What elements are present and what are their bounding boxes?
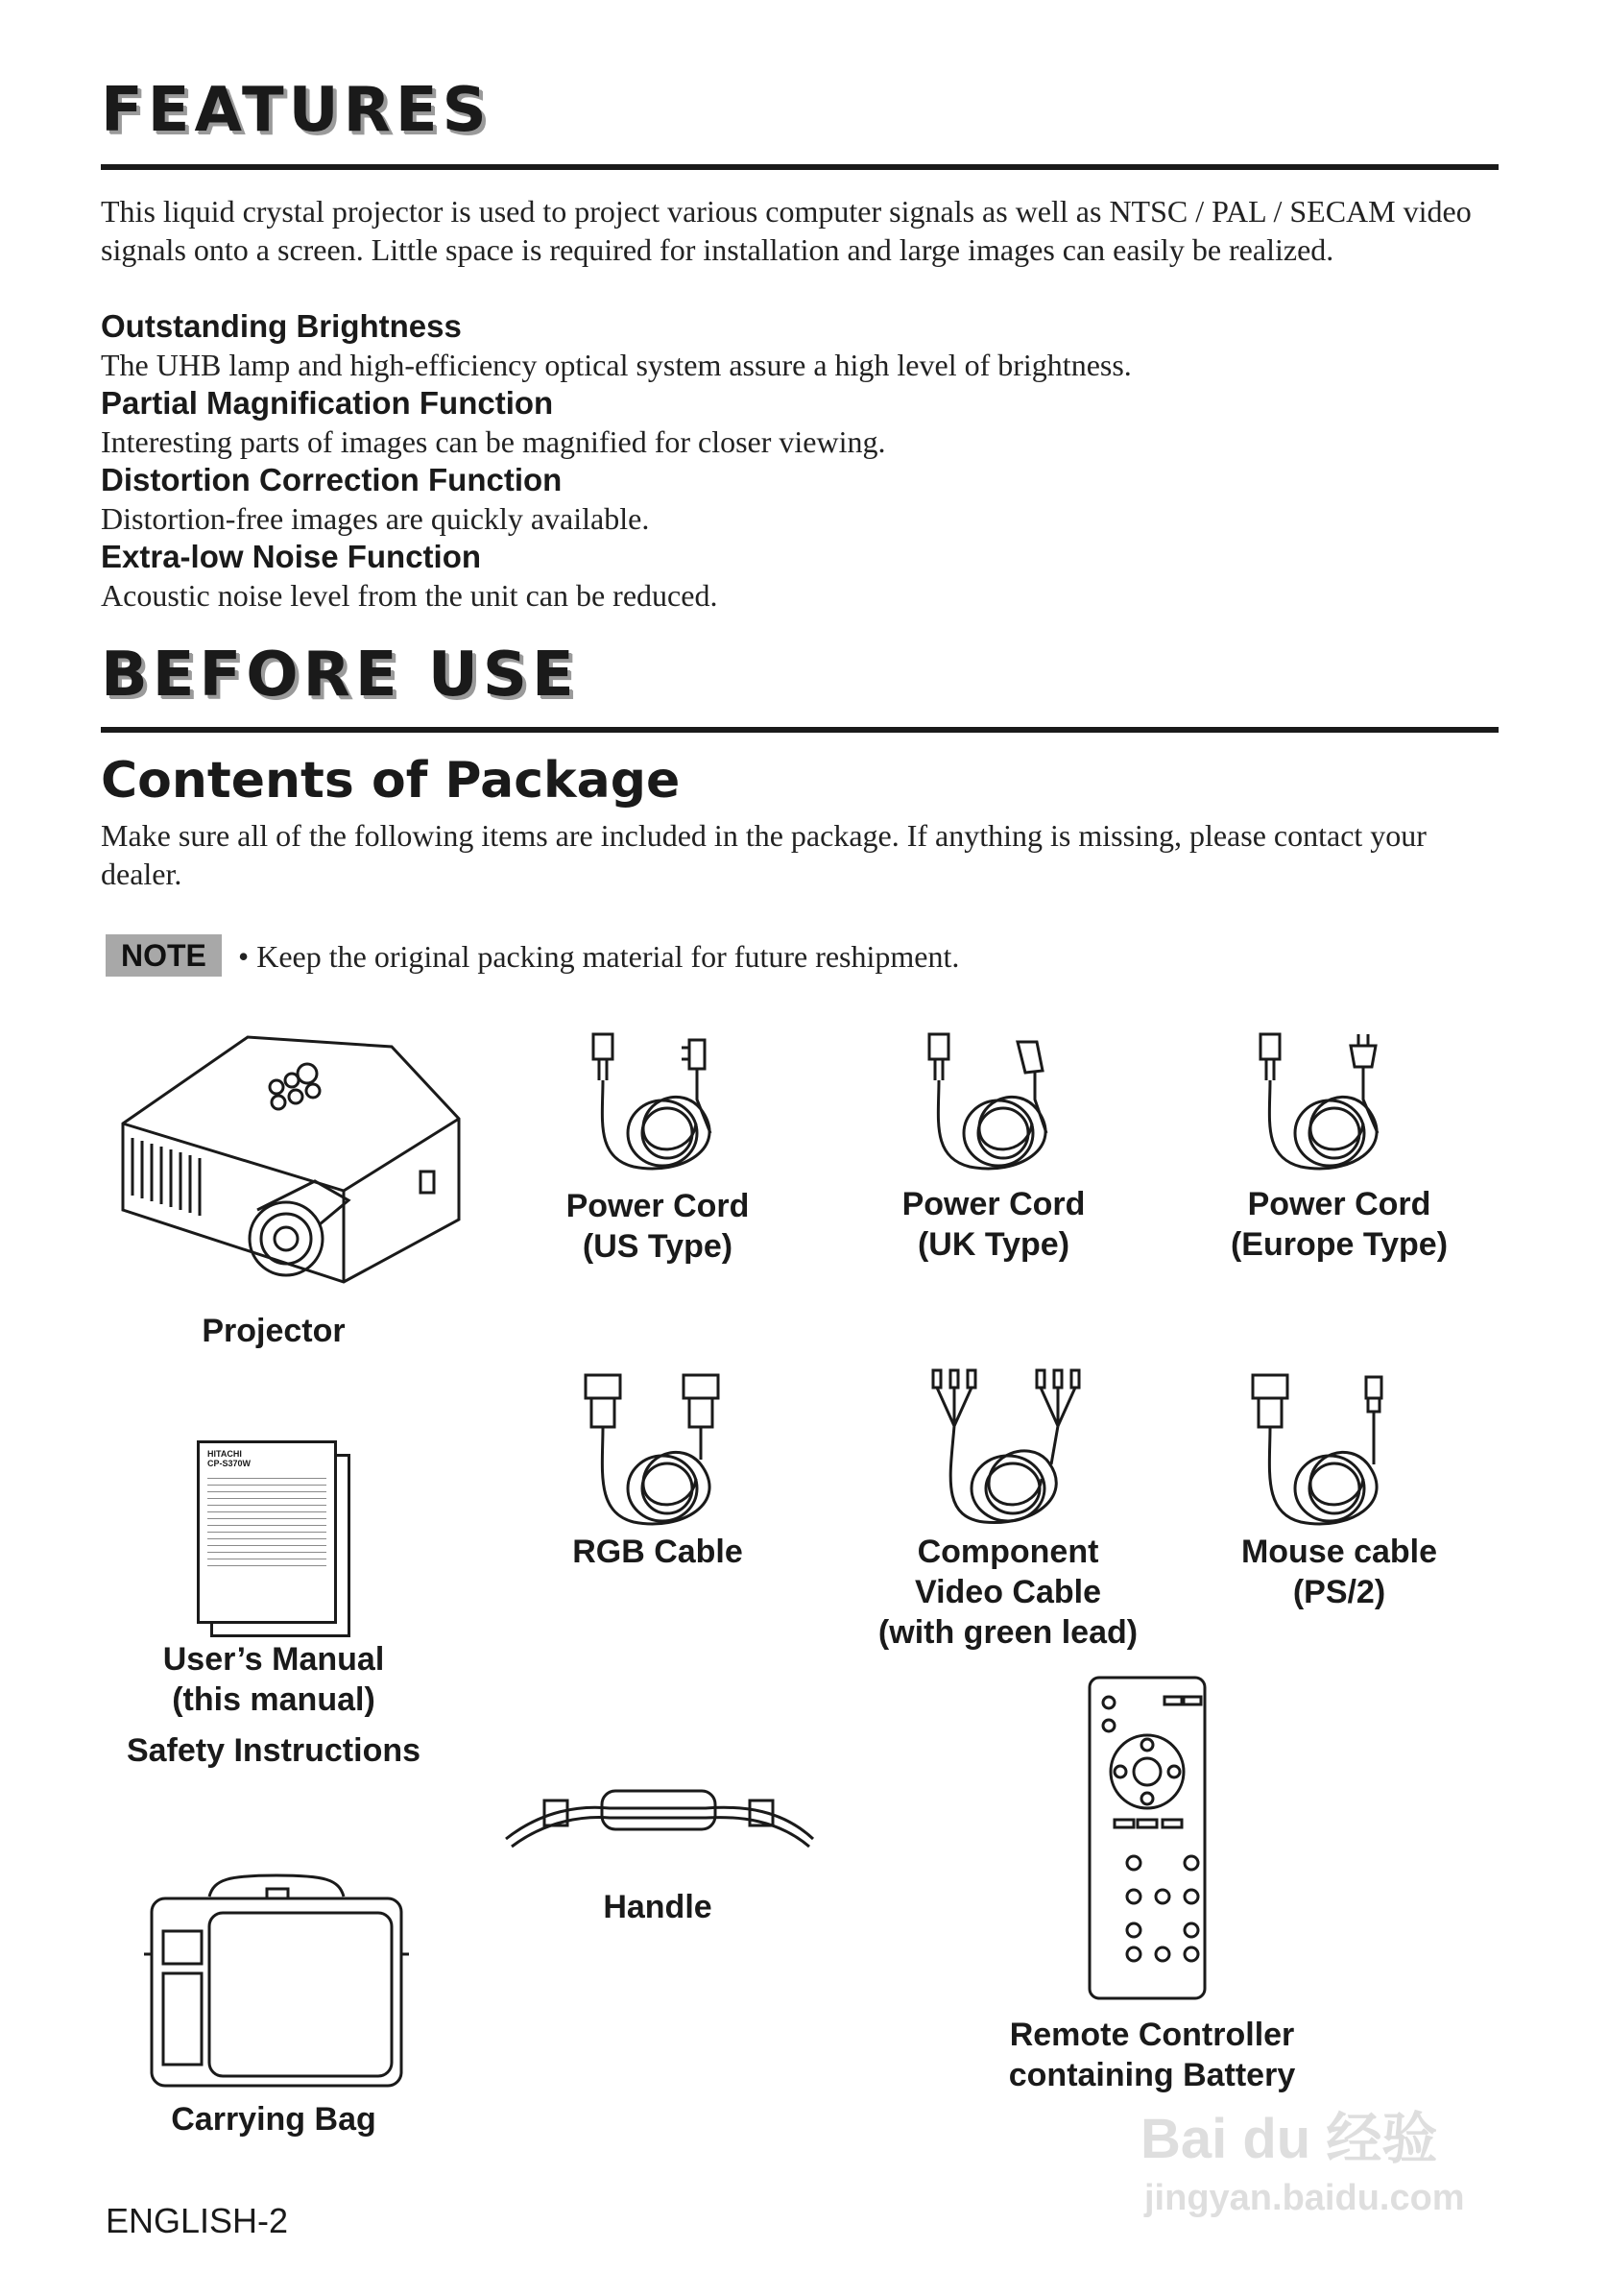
features-intro: This liquid crystal projector is used to project various computer signals as well as NTSC / PAL / SECAM video signals onto a screen. Little space is required for installation and large images can easily be realized. [101,194,1472,267]
component-video-cable-caption [845,1532,1171,1653]
feature-text: Interesting parts of images can be magnified for closer viewing. [101,424,886,459]
feature-text: Acoustic noise level from the unit can be reduced. [101,578,718,613]
caption-line: User’s Manual [162,1641,385,1678]
caption-line: containing Battery [1008,2057,1296,2093]
features-rule [101,164,1499,170]
projector-illustration [113,1027,468,1287]
power-cord-europe-caption [1195,1184,1483,1265]
caption-line: (UK Type) [917,1226,1070,1263]
carrying-bag-illustration [142,1868,411,2089]
note-text: • Keep the original packing material for future reshipment. [238,939,960,974]
watermark-main: Bai du 经验 [1140,2108,1438,2170]
feature-title: Outstanding Brightness [101,308,462,344]
projector-caption: Projector [202,1313,346,1349]
caption-line: (PS/2) [1292,1574,1386,1610]
power-cord-uk-caption [859,1184,1128,1265]
handle-illustration [504,1781,816,1849]
note-label: NOTE [106,934,222,977]
caption-line: Remote Controller [1009,2017,1295,2053]
mouse-cable-caption [1195,1532,1483,1612]
remote-controller-illustration [1088,1676,1208,2002]
feature-title: Partial Magnification Function [101,385,554,421]
rgb-cable-caption: RGB Cable [572,1534,743,1570]
carrying-bag-caption: Carrying Bag [171,2101,376,2138]
feature-list [101,307,1474,615]
caption-line: (with green lead) [877,1614,1139,1651]
before-use-heading: BEFORE USE [101,640,579,711]
caption-line: Power Cord [1247,1186,1431,1222]
manual-model: CP-S370W [207,1459,252,1468]
feature-title: Distortion Correction Function [101,462,563,497]
power-cord-uk-illustration [912,1032,1075,1176]
caption-line: Mouse cable [1240,1534,1438,1570]
caption-line: Power Cord [901,1186,1086,1222]
before-use-rule [101,727,1499,733]
contents-intro: Make sure all of the following items are included in the package. If anything is missing, please contact your dealer. [101,818,1427,891]
baidu-watermark [1140,2084,1524,2257]
power-cord-us-caption [523,1186,792,1267]
caption-line: (this manual) [172,1681,375,1718]
feature-title: Extra-low Noise Function [101,539,482,574]
mouse-cable-illustration [1243,1373,1411,1532]
users-manual-illustration [197,1440,350,1637]
manual-text-lines [207,1472,326,1568]
component-video-cable-illustration [912,1368,1094,1532]
caption-line: Component [917,1534,1099,1570]
rgb-cable-illustration [576,1373,739,1532]
caption-line: Power Cord [565,1188,750,1224]
contents-heading: Contents of Package [101,752,681,810]
caption-line: (Europe Type) [1230,1226,1449,1263]
caption-line: (US Type) [582,1228,733,1265]
power-cord-us-illustration [576,1032,739,1176]
page-footer: ENGLISH-2 [106,2201,289,2240]
safety-instructions-caption: Safety Instructions [126,1732,421,1769]
handle-caption: Handle [603,1889,712,1925]
users-manual-caption [106,1639,442,1720]
manual-front-page [197,1440,337,1624]
caption-line: Video Cable [915,1574,1101,1610]
feature-text: Distortion-free images are quickly available. [101,501,650,536]
power-cord-europe-illustration [1243,1032,1406,1176]
manual-brand: HITACHI [207,1449,242,1459]
feature-text: The UHB lamp and high-efficiency optical system assure a high level of brightness. [101,348,1132,382]
watermark-sub: jingyan.baidu.com [1144,2178,1465,2218]
features-heading: FEATURES [101,75,492,146]
